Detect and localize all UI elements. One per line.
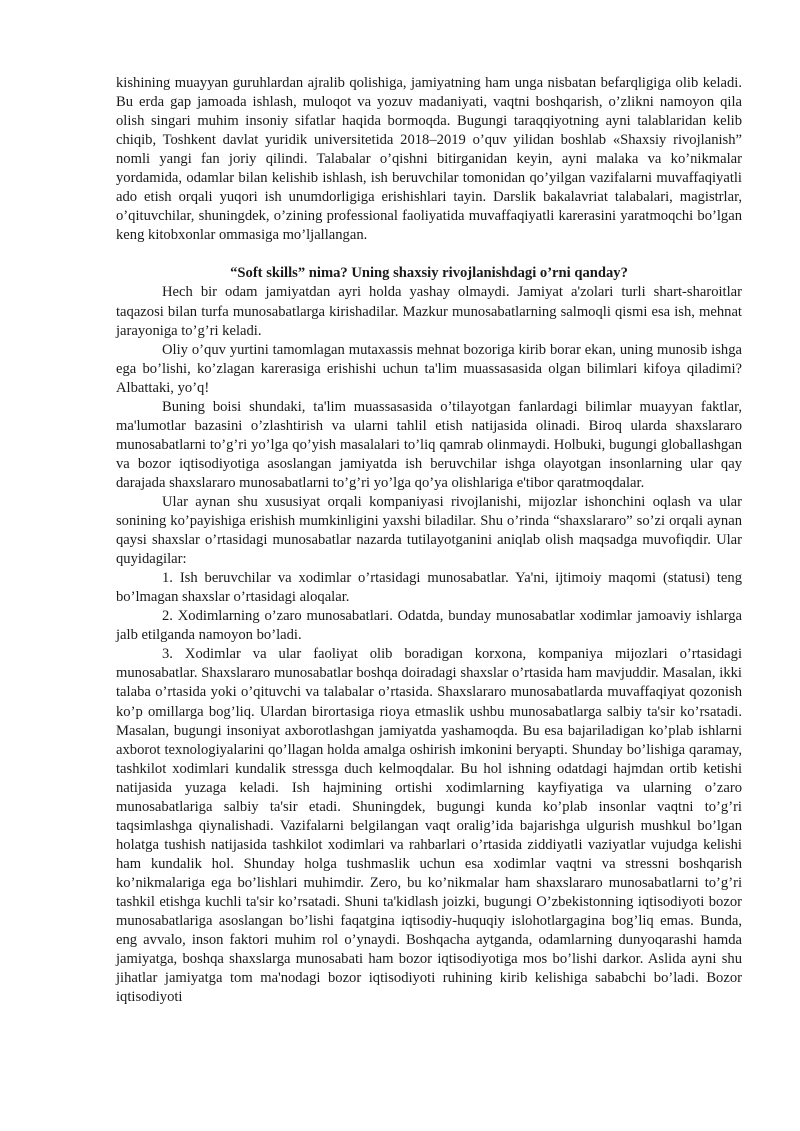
list-item: 1. Ish beruvchilar va xodimlar o’rtasidagi munosabatlar. Ya'ni, ijtimoiy maqomi (statusi) teng bo’lmagan shaxslar o’rtasidagi aloqalar. — [116, 570, 742, 606]
list-item: 2. Xodimlarning o’zaro munosabatlari. Odatda, bunday munosabatlar xodimlar jamoaviy ishlarga jalb etilganda namoyon bo’ladi. — [116, 608, 742, 644]
body-paragraph: Hech bir odam jamiyatdan ayri holda yashay olmaydi. Jamiyat a'zolari turli shart-sharoitlar taqazosi bilan turfa munosabatlarga kirishadilar. Mazkur munosabatlarning salmoqli qismi esa ish, mehnat jarayoniga to’g’ri keladi. — [116, 284, 742, 339]
body-paragraph: Oliy o’quv yurtini tamomlagan mutaxassis mehnat bozoriga kirib borar ekan, uning munosib ishga ega bo’lishi, ko’zlagan karerasiga erishishi uchun ta'lim muassasasida olgan bilimlari kifoya qiladimi? Albattaki, yo’q! — [116, 341, 742, 396]
body-paragraph: Ular aynan shu xususiyat orqali kompaniyasi rivojlanishi, mijozlar ishonchini oqlash va ular sonining ko’payishiga erishish mumkinligini yaxshi biladilar. Shu o’rinda “shaxslararo” so’zi orqali aynan qaysi shaxslar o’rtasidagi munosabatlar nazarda tutilayotganini aniqlab olish maqsadga muvofiqdir. Ular quyidagilar: — [116, 493, 742, 568]
body-paragraph: Buning boisi shundaki, ta'lim muassasasida o’tilayotgan fanlardagi bilimlar muayyan faktlar, ma'lumotlar bazasini o’zlashtirish va ularni tahlil etish natijasida olinadi. Biroq ularda shaxslararo munosabatlarni to’g’ri yo’lga qo’yish masalalari to’liq qamrab olinmaydi. Holbuki, bugungi globallashgan va bozor iqtisodiyotiga asoslangan jamiyatda ish beruvchilar ishga olayotgan insonlarning ular qay darajada shaxslararo munosabatlarni to’g’ri yo’lga qo’ya olishlariga e'tibor qaratmoqdalar. — [116, 398, 742, 491]
intro-paragraph: kishining muayyan guruhlardan ajralib qolishiga, jamiyatning ham unga nisbatan befarqligiga olib keladi. Bu erda gap jamoada ishlash, muloqot va yozuv madaniyati, vaqtni boshqarish, o’zlikni namoyon qila olish singari muhim insoniy sifatlar haqida bormoqda. Bugungi taraqqiyotning ayni talablaridan kelib chiqib, Toshkent davlat yuridik universitetida 2018–2019 o’quv yilidan boshlab «Shaxsiy rivojlanish” nomli yangi fan joriy qilindi. Talabalar o’qishni bitirganidan keyin, ayni malaka va ko’nikmalar yordamida, odamlar bilan kelishib ishlash, ish beruvchilar tomonidan qo’yilgan vazifalarni muvaffaqiyatli ado etish orqali yuqori ish unumdorligiga erishishlari tayin. Darslik bakalavriat talabalari, magistrlar, o’qituvchilar, shuningdek, o’zining professional faoliyatida muvaffaqiyatli karerasini yaratmoqchi bo’lgan keng kitobxonlar ommasiga mo’ljallangan. — [116, 75, 742, 244]
document-page — [116, 74, 742, 1007]
list-item: 3. Xodimlar va ular faoliyat olib boradigan korxona, kompaniya mijozlari o’rtasidagi munosabatlar. Shaxslararo munosabatlar boshqa doiradagi shaxslar o’rtasida ham mavjuddir. Masalan, ikki talaba o’rtasida yoki o’qituvchi va talabalar o’rtasida. Shaxslararo munosabatlarda muvaffaqiyat qozonish ko’p omillarga bog’liq. Ulardan birortasiga rioya etmaslik ushbu munosabatlarga salbiy ta'sir ko’rsatadi. Masalan, bugungi insoniyat axborotlashgan jamiyatda yashamoqda. Bu esa bajariladigan ko’plab ishlarni axborot texnologiyalarini qo’llagan holda amalga oshirish imkonini beryapti. Shunday bo’lishiga qaramay, tashkilot xodimlari kundalik stressga duch kelmoqdalar. Bu hol ishning odatdagi hajmdan ortib ketishi natijasida yuzaga keladi. Ish hajmining ortishi xodimlarning kayfiyatiga va ularning o’zaro munosabatlariga salbiy ta'sir etadi. Shuningdek, bugungi kunda ko’plab insonlar vaqtni to’g’ri taqsimlashga qiynalishadi. Vazifalarni belgilangan vaqt oralig’ida bajarishga ulgurish mushkul bo’lgan holatga tushish natijasida tashkilot xodimlari va rahbarlari o’rtasida ziddiyatli vaziyatlar vujudga kelishi ham kundalik hol. Shunday holga tushmaslik uchun esa xodimlar vaqtni va stressni boshqarish ko’nikmalariga ega bo’lishlari muhimdir. Zero, bu ko’nikmalar ham shaxslararo munosabatlarni to’g’ri tashkil etishga kuchli ta'sir ko’rsatadi. Shuni ta'kidlash joizki, bugungi O’zbekistonning iqtisodiyoti bozor munosabatlariga asoslangan bo’lishi faqatgina iqtisodiy-huquqiy islohotlargagina bog’liq emas. Bunda, eng avvalo, inson faktori muhim rol o’ynaydi. Boshqacha aytganda, odamlarning dunyoqarashi hamda jamiyatga, boshqa shaxslarga munosabati ham bozor iqtisodiyotiga mos bo’lishi darkor. Aslida ayni shu jihatlar jamiyatga tom ma'nodagi bozor iqtisodiyoti ruhining kirib kelishiga sababchi bo’ladi. Bozor iqtisodiyoti — [116, 646, 742, 1006]
section-heading: “Soft skills” nima? Uning shaxsiy rivojlanishdagi o’rni qanday? — [230, 265, 628, 282]
